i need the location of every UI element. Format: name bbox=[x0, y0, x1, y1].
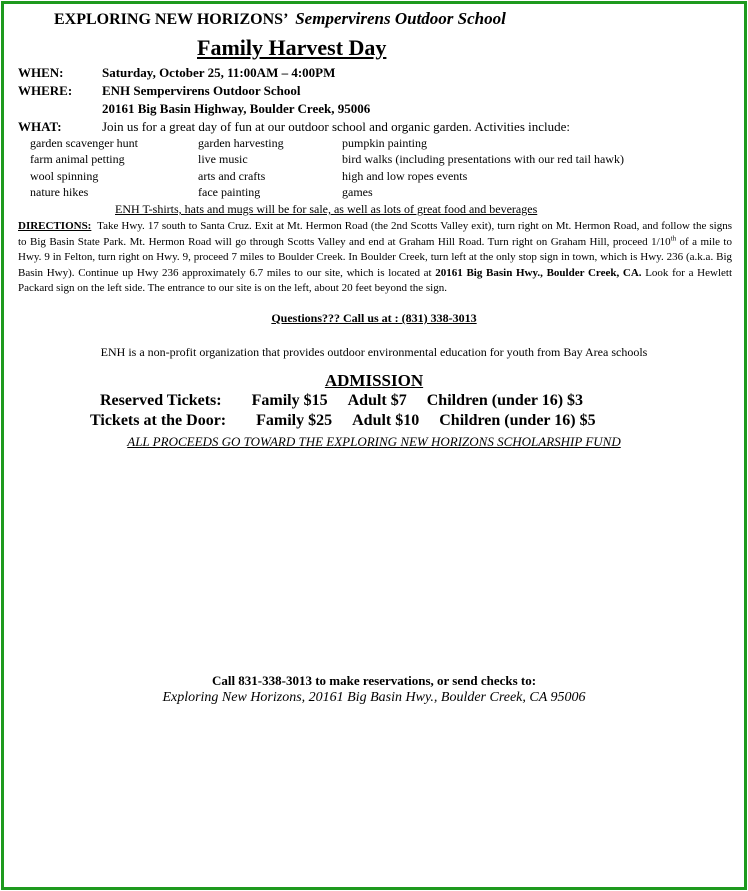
reserved-adult-price: Adult $7 bbox=[347, 392, 407, 409]
activity-item: high and low ropes events bbox=[342, 169, 468, 183]
door-family-price: Family $25 bbox=[256, 412, 333, 429]
event-title: Family Harvest Day bbox=[197, 35, 387, 60]
directions-text-a: Take Hwy. 17 south to Santa Cruz. Exit at Mt. Hermon Road (the 2nd Scotts Valley exit), turn right on Mt. Hermon Road, and follow the signs to Big Basin State Park. Mt. Hermon Road will go through Scotts Valley and end at Graham Hill Road. Turn right on Graham Hill, proceed 1/10 bbox=[18, 220, 732, 248]
activity-item: pumpkin painting bbox=[342, 136, 427, 150]
directions-label: DIRECTIONS: bbox=[18, 220, 92, 232]
door-children-price: Children (under 16) $5 bbox=[439, 412, 596, 429]
mission-statement: ENH is a non-profit organization that provides outdoor environmental education for youth from Bay Area schools bbox=[100, 345, 648, 359]
admission-heading: ADMISSION bbox=[324, 371, 424, 390]
when-label: WHEN: bbox=[18, 65, 64, 80]
activity-item: wool spinning bbox=[30, 169, 99, 183]
school-name: Sempervirens Outdoor School bbox=[295, 9, 506, 28]
org-name bbox=[54, 9, 506, 29]
activity-item: nature hikes bbox=[30, 185, 89, 199]
directions-address: 20161 Big Basin Hwy., Boulder Creek, CA. bbox=[435, 266, 642, 279]
activity-item: farm animal petting bbox=[30, 152, 125, 166]
activity-item: games bbox=[342, 185, 373, 199]
reserved-label: Reserved Tickets: bbox=[100, 392, 222, 409]
what-label: WHAT: bbox=[18, 119, 62, 134]
where-line1: ENH Sempervirens Outdoor School bbox=[102, 83, 301, 98]
activity-item: bird walks (including presentations with our red tail hawk) bbox=[342, 152, 624, 166]
directions-text-b: of a mile to Hwy. 9 in Felton, turn right on Hwy. 9, proceed 7 miles to Boulder Creek. In Boulder Creek, turn left at the only stop sign in town, which is Hwy. 236 (a.k.a. Big Basin Hwy). Continue up Hwy 236 approximately 6.7 miles to our site, which is located at bbox=[18, 235, 732, 279]
activity-item: arts and crafts bbox=[198, 169, 266, 183]
where-line2: 20161 Big Basin Highway, Boulder Creek, 95006 bbox=[102, 101, 371, 116]
what-intro: Join us for a great day of fun at our outdoor school and organic garden. Activities include: bbox=[102, 119, 570, 134]
reservations-address: Exploring New Horizons, 20161 Big Basin Hwy., Boulder Creek, CA 95006 bbox=[162, 690, 586, 705]
activity-item: live music bbox=[198, 152, 248, 166]
door-label: Tickets at the Door: bbox=[90, 412, 227, 429]
sale-note: ENH T-shirts, hats and mugs will be for sale, as well as lots of great food and beverages bbox=[115, 202, 538, 216]
directions-text-c: Look for a Hewlett Packard sign on the left side. The entrance to our site is on the left, about 20 feet beyond the sign. bbox=[18, 266, 733, 295]
reserved-family-price: Family $15 bbox=[251, 392, 328, 409]
directions-paragraph bbox=[18, 219, 732, 297]
reserved-tickets-row bbox=[100, 392, 583, 410]
directions-sup: th bbox=[670, 233, 677, 242]
where-label: WHERE: bbox=[18, 83, 73, 98]
reserved-children-price: Children (under 16) $3 bbox=[426, 392, 584, 409]
activity-item: face painting bbox=[198, 185, 261, 199]
door-adult-price: Adult $10 bbox=[352, 412, 420, 429]
proceeds-note: ALL PROCEEDS GO TOWARD THE EXPLORING NEW HORIZONS SCHOLARSHIP FUND bbox=[127, 434, 621, 449]
org-title: EXPLORING NEW HORIZONS’ bbox=[54, 11, 288, 28]
reservations-call: Call 831-338-3013 to make reservations, or send checks to: bbox=[211, 673, 537, 688]
activity-item: garden harvesting bbox=[198, 136, 284, 150]
questions-line: Questions??? Call us at : (831) 338-3013 bbox=[271, 311, 477, 325]
door-tickets-row bbox=[90, 412, 596, 430]
activity-item: garden scavenger hunt bbox=[30, 136, 138, 150]
when-value: Saturday, October 25, 11:00AM – 4:00PM bbox=[102, 65, 336, 80]
